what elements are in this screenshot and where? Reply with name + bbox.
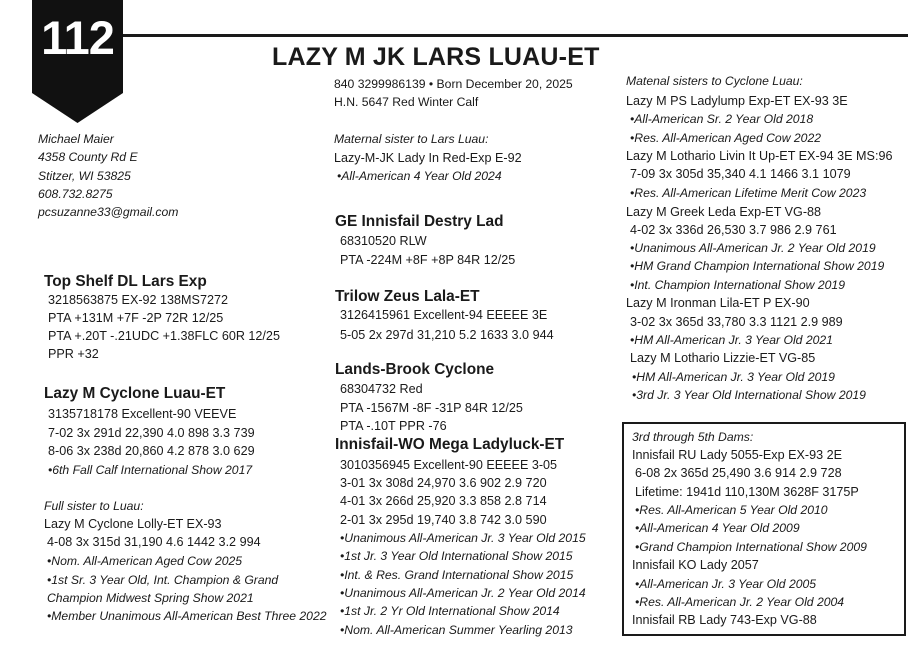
maternal-sister-name: Lazy-M-JK Lady In Red-Exp E-92 [334, 151, 522, 165]
dams-box-line: 6-08 2x 365d 25,490 3.6 914 2.9 728 [635, 466, 842, 480]
granddam-award: •Nom. All-American Summer Yearling 2013 [340, 623, 573, 637]
dams-box-heading: 3rd through 5th Dams: [632, 430, 754, 444]
cyclone-sister-name: Lazy M Lothario Lizzie-ET VG-85 [630, 351, 816, 365]
cyclone-sister-name: Lazy M PS Ladylump Exp-ET EX-93 3E [626, 94, 848, 108]
pedigree-line: 68304732 Red [340, 382, 423, 396]
dam-award: •6th Fall Calf International Show 2017 [48, 463, 253, 477]
granddam-award: •Int. & Res. Grand International Show 2015 [340, 568, 574, 582]
granddam-award: •Unanimous All-American Jr. 2 Year Old 2014 [340, 586, 586, 600]
cyclone-sister-record: 4-02 3x 336d 26,530 3.7 986 2.9 761 [630, 223, 837, 237]
maternal-sister-heading: Maternal sister to Lars Luau: [334, 132, 489, 146]
pedigree-name: GE Innisfail Destry Lad [335, 213, 504, 230]
cyclone-sister-record: 7-09 3x 305d 35,340 4.1 1466 3.1 1079 [630, 167, 851, 181]
owner-city: Stitzer, WI 53825 [38, 168, 131, 183]
owner-block [38, 130, 178, 221]
dams-box-line: Lifetime: 1941d 110,130M 3628F 3175P [635, 485, 859, 499]
full-sister-award: Champion Midwest Spring Show 2021 [47, 591, 254, 605]
sire-line: PTA +131M +7F -2P 72R 12/25 [48, 311, 224, 325]
pedigree-line: 68310520 RLW [340, 234, 427, 248]
pedigree-line: 5-05 2x 297d 31,210 5.2 1633 3.0 944 [340, 328, 554, 342]
owner-address: 4358 County Rd E [38, 150, 138, 165]
cyclone-sister-award: •All-American Sr. 2 Year Old 2018 [630, 112, 814, 126]
cyclone-sister-award: •HM Grand Champion International Show 2019 [630, 259, 885, 273]
sire-line: 3218563875 EX-92 138MS7272 [48, 293, 228, 307]
dams-box-line: Innisfail KO Lady 2057 [632, 558, 759, 572]
sire-name: Top Shelf DL Lars Exp [44, 273, 207, 290]
granddam-line: 3-01 3x 308d 24,970 3.6 902 2.9 720 [340, 476, 547, 490]
cyclone-sister-award: •Unanimous All-American Jr. 2 Year Old 2019 [630, 241, 876, 255]
full-sister-award: •Member Unanimous All-American Best Three 2022 [47, 609, 327, 623]
dams-box-line: •All-American 4 Year Old 2009 [635, 521, 800, 535]
dams-box-line: Innisfail RU Lady 5055-Exp EX-93 2E [632, 448, 843, 462]
granddam-line: 4-01 3x 266d 25,920 3.3 858 2.8 714 [340, 494, 547, 508]
animal-registration: 840 3299986139 • Born December 20, 2025 [334, 77, 573, 91]
cyclone-sister-record: 3-02 3x 365d 33,780 3.3 1121 2.9 989 [630, 315, 843, 329]
cyclone-sister-award: •Res. All-American Lifetime Merit Cow 2023 [630, 186, 867, 200]
sire-line: PPR +32 [48, 347, 99, 361]
cyclone-sister-award: •HM All-American Jr. 3 Year Old 2019 [632, 370, 835, 384]
cyclone-sister-award: •Res. All-American Aged Cow 2022 [630, 131, 822, 145]
cyclone-sister-name: Lazy M Lothario Livin It Up-ET EX-94 3E MS:96 [626, 149, 893, 163]
cyclone-sister-award: •Int. Champion International Show 2019 [630, 278, 845, 292]
dam-line: 3135718178 Excellent-90 VEEVE [48, 407, 237, 421]
granddam-line: 3010356945 Excellent-90 EEEEE 3-05 [340, 458, 558, 472]
dams-box-line: •Grand Champion International Show 2009 [635, 540, 867, 554]
full-sister-heading: Full sister to Luau: [44, 499, 144, 513]
granddam-name: Innisfail-WO Mega Ladyluck-ET [335, 436, 565, 453]
dams-box-line: Innisfail RB Lady 743-Exp VG-88 [632, 613, 817, 627]
dams-box-line: •Res. All-American 5 Year Old 2010 [635, 503, 828, 517]
pedigree-line: PTA -224M +8F +8P 84R 12/25 [340, 253, 516, 267]
lot-badge [32, 0, 123, 123]
granddam-award: •1st Jr. 2 Yr Old International Show 2014 [340, 604, 560, 618]
cyclone-sister-name: Lazy M Ironman Lila-ET P EX-90 [626, 296, 810, 310]
page-title: LAZY M JK LARS LUAU-ET [272, 43, 600, 71]
lot-number: 112 [41, 11, 114, 64]
cyclone-sister-award: •HM All-American Jr. 3 Year Old 2021 [630, 333, 833, 347]
full-sister-award: •Nom. All-American Aged Cow 2025 [47, 554, 243, 568]
owner-name: Michael Maier [38, 132, 114, 146]
dam-name: Lazy M Cyclone Luau-ET [44, 385, 226, 402]
pedigree-name: Lands-Brook Cyclone [335, 361, 495, 378]
owner-phone: 608.732.8275 [38, 186, 113, 201]
maternal-sister-award: •All-American 4 Year Old 2024 [337, 169, 502, 183]
pedigree-name: Trilow Zeus Lala-ET [335, 288, 480, 305]
granddam-line: 2-01 3x 295d 19,740 3.8 742 3.0 590 [340, 513, 547, 527]
full-sister-record: 4-08 3x 315d 31,190 4.6 1442 3.2 994 [47, 535, 261, 549]
granddam-award: •Unanimous All-American Jr. 3 Year Old 2015 [340, 531, 586, 545]
full-sister-name: Lazy M Cyclone Lolly-ET EX-93 [44, 517, 222, 531]
header-rule [123, 34, 908, 37]
granddam-award: •1st Jr. 3 Year Old International Show 2015 [340, 549, 573, 563]
cyclone-sister-award: •3rd Jr. 3 Year Old International Show 2019 [632, 388, 866, 402]
full-sister-award: •1st Sr. 3 Year Old, Int. Champion & Grand [47, 573, 279, 587]
pedigree-line: PTA -1567M -8F -31P 84R 12/25 [340, 401, 523, 415]
cyclone-sisters-heading: Matenal sisters to Cyclone Luau: [626, 74, 803, 88]
pedigree-line: PTA -.10T PPR -76 [340, 419, 447, 433]
dams-box-line: •Res. All-American Jr. 2 Year Old 2004 [635, 595, 845, 609]
animal-hn: H.N. 5647 Red Winter Calf [334, 95, 479, 109]
dams-box-line: •All-American Jr. 3 Year Old 2005 [635, 577, 817, 591]
dam-line: 7-02 3x 291d 22,390 4.0 898 3.3 739 [48, 426, 255, 440]
sire-line: PTA +.20T -.21UDC +1.38FLC 60R 12/25 [48, 329, 280, 343]
owner-email: pcsuzanne33@gmail.com [38, 205, 179, 220]
cyclone-sister-name: Lazy M Greek Leda Exp-ET VG-88 [626, 205, 822, 219]
pedigree-line: 3126415961 Excellent-94 EEEEE 3E [340, 308, 548, 322]
dam-line: 8-06 3x 238d 20,860 4.2 878 3.0 629 [48, 444, 255, 458]
